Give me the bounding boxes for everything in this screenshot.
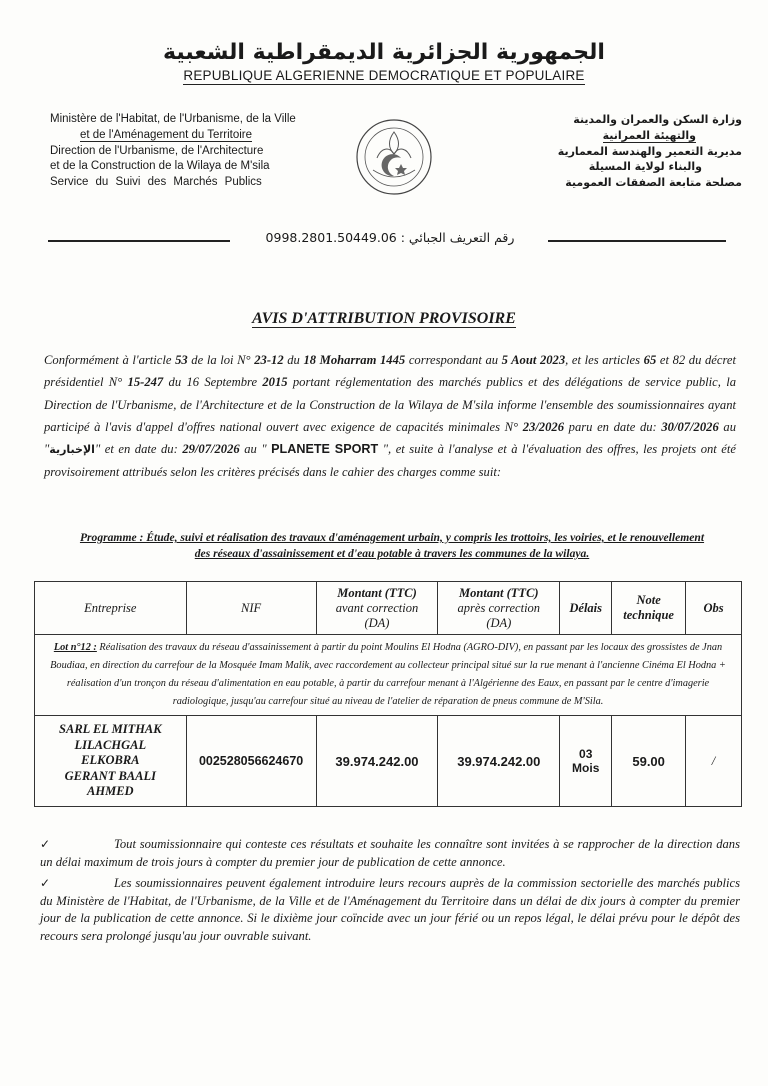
header-montant-apres: Montant (TTC) après correction (DA) <box>438 582 560 635</box>
right-header-block <box>470 112 742 191</box>
right-header-line: مديرية التعمير والهندسة المعمارية <box>557 144 742 158</box>
header-entreprise: Entreprise <box>35 582 187 635</box>
table-row <box>35 716 742 807</box>
check-icon: ✓ <box>40 837 51 851</box>
algeria-state-emblem-icon <box>355 118 433 196</box>
note-item: ✓ Tout soumissionnaire qui conteste ces résultats et souhaite les connaître sont invitées à se rapprocher de la direction dans un délai maximum de trois jours à compter du premier jour de publication de cette annonce. <box>40 837 740 869</box>
header-montant-avant: Montant (TTC) avant correction (DA) <box>316 582 438 635</box>
right-header-line: والتهيئة العمرانية <box>602 128 696 142</box>
program-line: Programme : Étude, suivi et réalisation des travaux d'aménagement urbain, y compris les trottoirs, les voiries, et le renouvellement <box>79 531 705 544</box>
cell-nif: 002528056624670 <box>186 716 316 807</box>
program-line: des réseaux d'assainissement et d'eau potable à travers les communes de la wilaya. <box>194 547 590 560</box>
french-republic-title: REPUBLIQUE ALGERIENNE DEMOCRATIQUE ET POPULAIRE <box>183 68 585 83</box>
check-icon: ✓ <box>40 876 51 890</box>
left-header-line: Ministère de l'Habitat, de l'Urbanisme, de la Ville <box>50 113 296 125</box>
program-heading <box>44 530 740 562</box>
note-item: ✓ Les soumissionnaires peuvent également introduire leurs recours auprès de la commission sectorielle des marchés publics du Ministère de l'Habitat, de l'Urbanisme, de la Ville et de l'Aménagement du Territoire dans un délai de dix jours à compter du premier jour de la publication de cette annonce. Si le dixième jour coïncide avec un jour férié ou un repos légal, le délai prévu pour le dépôt des recours sera prolongé jusqu'au jour ouvrable suivant. <box>40 876 740 943</box>
divider-left <box>48 240 230 242</box>
cell-delais: 03 Mois <box>560 716 612 807</box>
cell-note: 59.00 <box>612 716 686 807</box>
divider-right <box>548 240 726 242</box>
document-title: AVIS D'ATTRIBUTION PROVISOIRE <box>252 310 516 327</box>
table-header-row <box>35 582 742 635</box>
cell-obs: / <box>686 716 742 807</box>
cell-entreprise: SARL EL MITHAK LILACHGAL ELKOBRA GERANT BAALI AHMED <box>35 716 187 807</box>
lot-description: Lot n°12 : Réalisation des travaux du réseau d'assainissement à partir du point Moulins El Hodna (AGRO-DIV), en passant par les locaux des grossistes de Jnan Boudiaa, en direction du carrefour de la Mosquée Imam Malik, avec raccordement au collecteur principal situé sur la rue menant à l'ancienne Cinéma El Hodna + réalisation d'un tronçon du réseau d'alimentation en eau potable, à partir du carrefour menant à l'Algérienne des Eaux, en passant par le centre d'imagerie radiologique, jusqu'au carrefour situé au niveau de l'atelier de réparation de pneus commune de M'Sila. <box>35 635 742 716</box>
left-header-line: et de la Construction de la Wilaya de M'sila <box>50 160 270 173</box>
header-delais: Délais <box>560 582 612 635</box>
attribution-table <box>34 581 742 807</box>
cell-montant-apres: 39.974.242.00 <box>438 716 560 807</box>
left-header-line: Direction de l'Urbanisme, de l'Architecture <box>50 144 264 157</box>
right-header-line: مصلحة متابعة الصفقات العمومية <box>565 176 742 190</box>
notes-block <box>40 836 740 949</box>
arabic-republic-title: الجمهورية الجزائرية الديمقراطية الشعبية <box>163 40 605 65</box>
header-nif: NIF <box>186 582 316 635</box>
right-header-line: وزارة السكن والعمران والمدينة <box>573 113 742 126</box>
left-header-block <box>50 112 340 191</box>
cell-montant-avant: 39.974.242.00 <box>316 716 438 807</box>
table-lot-row <box>35 635 742 716</box>
header-note: Note technique <box>612 582 686 635</box>
intro-paragraph: Conformément à l'article 53 de la loi N° 23-12 du 18 Moharram 1445 correspondant au 5 Aout 2023, et les articles 65 et 82 du décret présidentiel N° 15-247 du 16 Septembre 2015 portant réglementation des marchés publics et des délégations de service public, la Direction de l'Urbanisme, de l'Architecture et de la Construction de la Wilaya de M'sila informe l'ensemble des soumissionnaires ayant participé à l'avis d'appel d'offres national ouvert avec exigence de capacités minimales N° 23/2026 paru en date du: 30/07/2026 au "الإخبارية" et en date du: 29/07/2026 au " PLANETE SPORT ", et suite à l'analyse et à l'évaluation des offres, les projets ont été provisoirement attribués selon les critères précisés dans le cahier des charges comme suit: <box>44 353 737 480</box>
header-obs: Obs <box>686 582 742 635</box>
left-header-line: Service du Suivi des Marchés Publics <box>50 176 262 189</box>
right-header-line: والبناء لولاية المسيلة <box>588 160 702 174</box>
left-header-line: et de l'Aménagement du Territoire <box>80 128 253 141</box>
fiscal-id: رقم التعريف الجبائي : 0998.2801.50449.06 <box>265 230 515 245</box>
